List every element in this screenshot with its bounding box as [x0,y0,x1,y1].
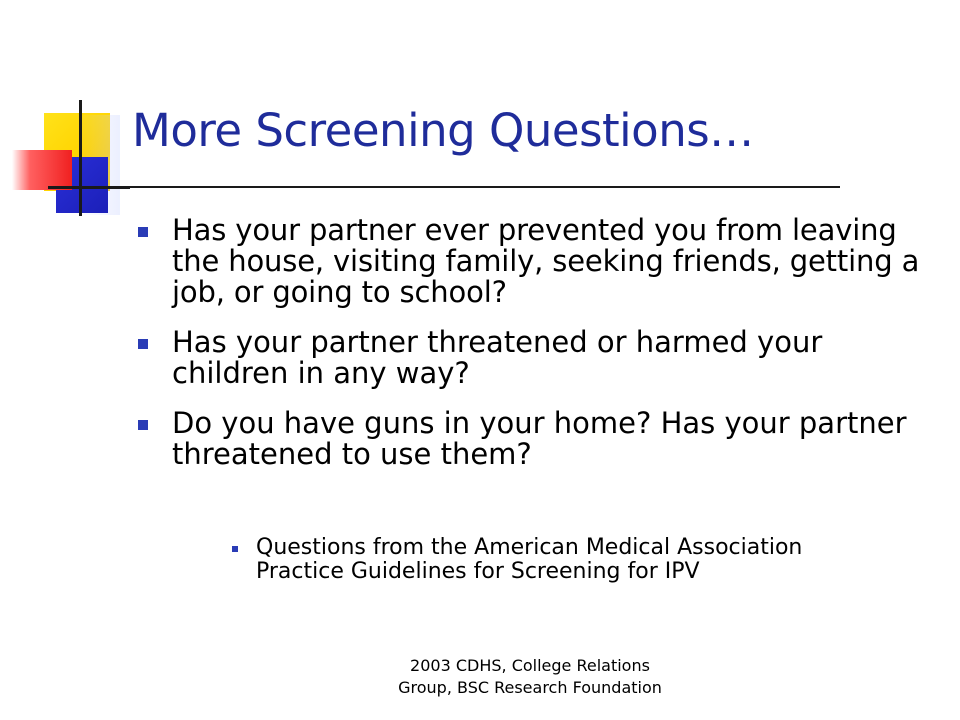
square-bullet-icon [232,546,238,552]
bullet-item [134,327,924,389]
bullet-list [134,215,924,489]
footer-line-2: Group, BSC Research Foundation [398,678,662,697]
bullet-text: Do you have guns in your home? Has your partner threatened to use them? [172,406,907,471]
footer-line-1: 2003 CDHS, College Relations [410,656,650,675]
slide-footer [380,655,680,699]
source-sub-bullet [232,536,896,584]
square-bullet-icon [138,420,148,430]
logo-vertical-line [79,100,82,216]
bullet-text: Has your partner threatened or harmed your children in any way? [172,325,823,390]
square-bullet-icon [138,227,148,237]
corner-logo-icon [0,0,140,230]
bullet-text: Has your partner ever prevented you from leaving the house, visiting family, seeking friends, getting a job, or going to school? [172,213,920,309]
logo-red-square [12,150,72,190]
square-bullet-icon [138,339,148,349]
slide-title: More Screening Questions… [132,104,754,157]
sub-bullet-text: Questions from the American Medical Association Practice Guidelines for Screening for IPV [256,535,803,584]
bullet-item [134,215,924,308]
title-underline [110,186,840,188]
bullet-item [134,408,924,470]
